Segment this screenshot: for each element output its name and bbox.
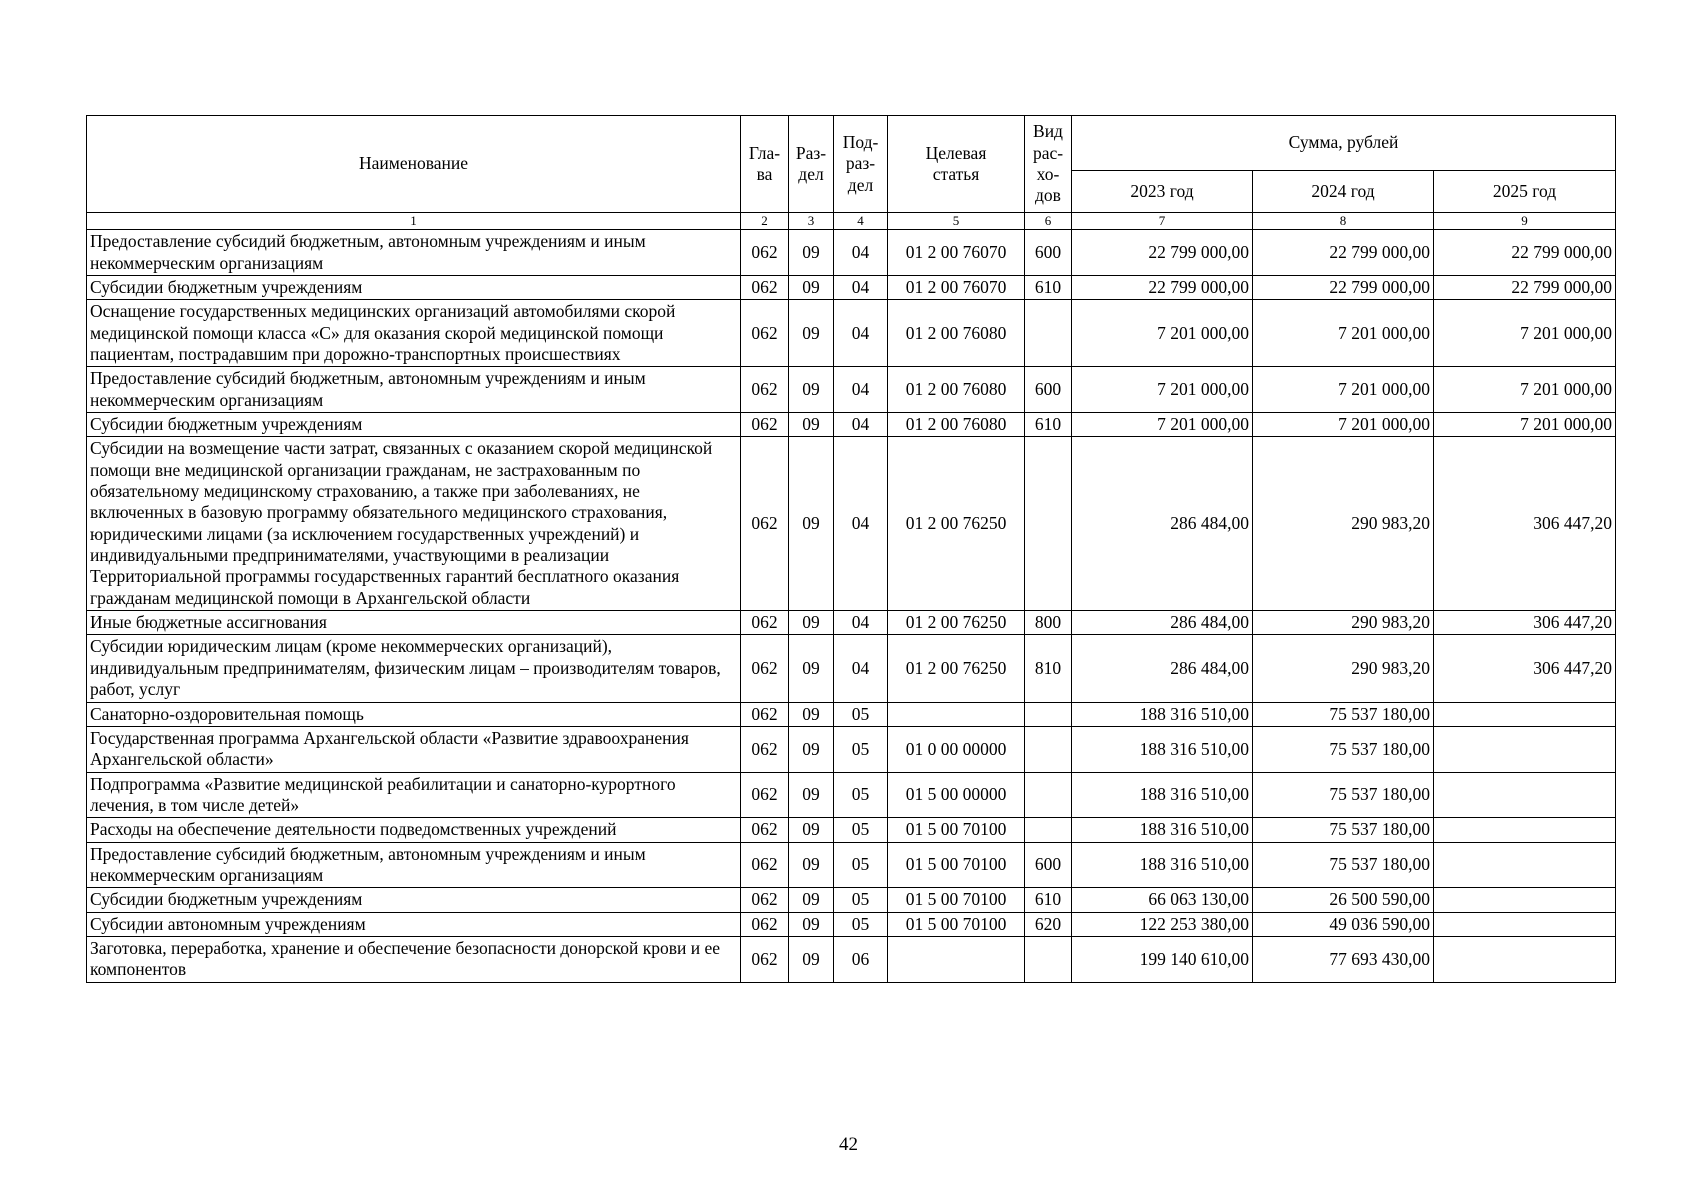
cell-amount-2024: 290 983,20 <box>1253 611 1434 635</box>
table-row <box>87 300 1616 367</box>
cell-amount-2025 <box>1434 818 1616 842</box>
cell-section: 09 <box>789 726 834 772</box>
cell-amount-2025: 22 799 000,00 <box>1434 275 1616 299</box>
cell-amount-2024: 26 500 590,00 <box>1253 888 1434 912</box>
cell-amount-2023: 7 201 000,00 <box>1072 413 1253 437</box>
cell-expense-type: 610 <box>1025 275 1072 299</box>
cell-chapter: 062 <box>741 726 789 772</box>
table-row <box>87 912 1616 936</box>
cell-name: Предоставление субсидий бюджетным, автономным учреждениям и иным некоммерческим организациям <box>87 230 741 276</box>
cell-amount-2025: 7 201 000,00 <box>1434 300 1616 367</box>
table-row <box>87 413 1616 437</box>
cell-expense-type: 800 <box>1025 611 1072 635</box>
cell-chapter: 062 <box>741 275 789 299</box>
header-year-2025: 2025 год <box>1434 171 1616 213</box>
cell-amount-2024: 75 537 180,00 <box>1253 842 1434 888</box>
cell-amount-2024: 290 983,20 <box>1253 437 1434 611</box>
cell-expense-type <box>1025 772 1072 818</box>
cell-target-article: 01 2 00 76070 <box>888 230 1025 276</box>
cell-name: Субсидии бюджетным учреждениям <box>87 275 741 299</box>
cell-chapter: 062 <box>741 936 789 982</box>
cell-section: 09 <box>789 888 834 912</box>
cell-expense-type: 610 <box>1025 413 1072 437</box>
cell-section: 09 <box>789 437 834 611</box>
table-row <box>87 772 1616 818</box>
header-year-2023: 2023 год <box>1072 171 1253 213</box>
header-expense-type <box>1025 116 1072 213</box>
cell-target-article: 01 2 00 76250 <box>888 437 1025 611</box>
cell-subsection: 05 <box>834 888 888 912</box>
cell-amount-2025 <box>1434 842 1616 888</box>
cell-expense-type <box>1025 702 1072 726</box>
cell-amount-2023: 286 484,00 <box>1072 437 1253 611</box>
cell-amount-2025: 22 799 000,00 <box>1434 230 1616 276</box>
cell-section: 09 <box>789 912 834 936</box>
cell-chapter: 062 <box>741 437 789 611</box>
cell-name: Подпрограмма «Развитие медицинской реабилитации и санаторно-курортного лечения, в том числе детей» <box>87 772 741 818</box>
cell-section: 09 <box>789 702 834 726</box>
cell-amount-2024: 22 799 000,00 <box>1253 275 1434 299</box>
cell-amount-2023: 199 140 610,00 <box>1072 936 1253 982</box>
cell-amount-2025: 7 201 000,00 <box>1434 367 1616 413</box>
cell-section: 09 <box>789 818 834 842</box>
cell-amount-2024: 75 537 180,00 <box>1253 702 1434 726</box>
cell-name: Субсидии бюджетным учреждениям <box>87 413 741 437</box>
cell-subsection: 04 <box>834 437 888 611</box>
cell-amount-2024: 75 537 180,00 <box>1253 726 1434 772</box>
table-row <box>87 818 1616 842</box>
cell-expense-type <box>1025 818 1072 842</box>
cell-amount-2024: 7 201 000,00 <box>1253 367 1434 413</box>
cell-name: Санаторно-оздоровительная помощь <box>87 702 741 726</box>
cell-target-article: 01 2 00 76070 <box>888 275 1025 299</box>
cell-expense-type: 610 <box>1025 888 1072 912</box>
cell-subsection: 05 <box>834 912 888 936</box>
cell-target-article <box>888 936 1025 982</box>
cell-amount-2023: 188 316 510,00 <box>1072 842 1253 888</box>
header-row <box>87 116 1616 171</box>
cell-expense-type: 600 <box>1025 230 1072 276</box>
cell-amount-2025: 306 447,20 <box>1434 437 1616 611</box>
table-row <box>87 726 1616 772</box>
cell-target-article: 01 5 00 70100 <box>888 818 1025 842</box>
cell-subsection: 05 <box>834 702 888 726</box>
cell-expense-type <box>1025 437 1072 611</box>
cell-target-article: 01 2 00 76080 <box>888 367 1025 413</box>
cell-section: 09 <box>789 635 834 702</box>
cell-subsection: 05 <box>834 772 888 818</box>
cell-expense-type: 600 <box>1025 367 1072 413</box>
cell-amount-2023: 188 316 510,00 <box>1072 702 1253 726</box>
cell-chapter: 062 <box>741 367 789 413</box>
column-number: 1 <box>87 213 741 230</box>
cell-amount-2023: 188 316 510,00 <box>1072 818 1253 842</box>
cell-amount-2025: 306 447,20 <box>1434 635 1616 702</box>
header-year-2024: 2024 год <box>1253 171 1434 213</box>
cell-chapter: 062 <box>741 842 789 888</box>
cell-amount-2023: 286 484,00 <box>1072 635 1253 702</box>
header-chapter-label: Гла- ва <box>748 142 781 184</box>
cell-subsection: 04 <box>834 635 888 702</box>
cell-name: Заготовка, переработка, хранение и обеспечение безопасности донорской крови и ее компонентов <box>87 936 741 982</box>
cell-name: Оснащение государственных медицинских организаций автомобилями скорой медицинской помощи класса «С» для оказания скорой медицинской помощи пациентам, пострадавшим при дорожно-транспортных происшествиях <box>87 300 741 367</box>
header-expense-type-label: Вид рас- хо- дов <box>1032 121 1064 206</box>
table-row <box>87 888 1616 912</box>
cell-chapter: 062 <box>741 818 789 842</box>
cell-target-article: 01 2 00 76080 <box>888 300 1025 367</box>
column-number: 9 <box>1434 213 1616 230</box>
cell-subsection: 04 <box>834 300 888 367</box>
cell-name: Субсидии автономным учреждениям <box>87 912 741 936</box>
cell-amount-2023: 286 484,00 <box>1072 611 1253 635</box>
cell-name: Предоставление субсидий бюджетным, автономным учреждениям и иным некоммерческим организациям <box>87 367 741 413</box>
cell-amount-2024: 49 036 590,00 <box>1253 912 1434 936</box>
cell-section: 09 <box>789 300 834 367</box>
cell-amount-2023: 122 253 380,00 <box>1072 912 1253 936</box>
table-row <box>87 635 1616 702</box>
column-number: 2 <box>741 213 789 230</box>
column-number: 6 <box>1025 213 1072 230</box>
cell-amount-2023: 7 201 000,00 <box>1072 300 1253 367</box>
cell-name: Предоставление субсидий бюджетным, автономным учреждениям и иным некоммерческим организациям <box>87 842 741 888</box>
cell-amount-2024: 75 537 180,00 <box>1253 772 1434 818</box>
cell-name: Государственная программа Архангельской области «Развитие здравоохранения Архангельской области» <box>87 726 741 772</box>
cell-chapter: 062 <box>741 772 789 818</box>
column-number: 8 <box>1253 213 1434 230</box>
header-section-label: Раз- дел <box>795 142 827 184</box>
cell-subsection: 05 <box>834 842 888 888</box>
cell-chapter: 062 <box>741 888 789 912</box>
cell-chapter: 062 <box>741 413 789 437</box>
cell-amount-2023: 22 799 000,00 <box>1072 230 1253 276</box>
column-number-row <box>87 213 1616 230</box>
cell-subsection: 05 <box>834 818 888 842</box>
table-row <box>87 275 1616 299</box>
table-row <box>87 936 1616 982</box>
cell-subsection: 06 <box>834 936 888 982</box>
cell-amount-2025 <box>1434 936 1616 982</box>
cell-amount-2024: 75 537 180,00 <box>1253 818 1434 842</box>
cell-section: 09 <box>789 842 834 888</box>
cell-amount-2024: 290 983,20 <box>1253 635 1434 702</box>
cell-section: 09 <box>789 230 834 276</box>
cell-expense-type: 620 <box>1025 912 1072 936</box>
cell-amount-2024: 7 201 000,00 <box>1253 413 1434 437</box>
cell-expense-type <box>1025 726 1072 772</box>
cell-chapter: 062 <box>741 912 789 936</box>
cell-chapter: 062 <box>741 702 789 726</box>
cell-amount-2025: 7 201 000,00 <box>1434 413 1616 437</box>
table-row <box>87 842 1616 888</box>
cell-subsection: 04 <box>834 230 888 276</box>
cell-expense-type: 600 <box>1025 842 1072 888</box>
column-number: 3 <box>789 213 834 230</box>
cell-amount-2024: 22 799 000,00 <box>1253 230 1434 276</box>
table-row <box>87 230 1616 276</box>
cell-amount-2023: 188 316 510,00 <box>1072 772 1253 818</box>
cell-subsection: 04 <box>834 367 888 413</box>
cell-section: 09 <box>789 936 834 982</box>
cell-name: Расходы на обеспечение деятельности подведомственных учреждений <box>87 818 741 842</box>
cell-amount-2023: 22 799 000,00 <box>1072 275 1253 299</box>
cell-name: Иные бюджетные ассигнования <box>87 611 741 635</box>
budget-table <box>86 115 1616 983</box>
cell-amount-2025: 306 447,20 <box>1434 611 1616 635</box>
cell-target-article: 01 2 00 76250 <box>888 611 1025 635</box>
cell-subsection: 04 <box>834 275 888 299</box>
page-number: 42 <box>839 1134 858 1155</box>
table-row <box>87 702 1616 726</box>
cell-name: Субсидии бюджетным учреждениям <box>87 888 741 912</box>
cell-target-article: 01 5 00 70100 <box>888 888 1025 912</box>
header-target-article <box>888 116 1025 213</box>
cell-subsection: 05 <box>834 726 888 772</box>
cell-section: 09 <box>789 611 834 635</box>
cell-section: 09 <box>789 275 834 299</box>
column-number: 5 <box>888 213 1025 230</box>
cell-name: Субсидии на возмещение части затрат, связанных с оказанием скорой медицинской помощи вне медицинской организации гражданам, не застрахованным по обязательному медицинскому страхованию, а также при заболеваниях, не включенных в базовую программу обязательного медицинского страхования, юридическими лицами (за исключением государственных учреждений) и индивидуальными предпринимателями, участвующими в реализации Территориальной программы государственных гарантий бесплатного оказания гражданам медицинской помощи в Архангельской области <box>87 437 741 611</box>
cell-amount-2023: 66 063 130,00 <box>1072 888 1253 912</box>
cell-amount-2025 <box>1434 888 1616 912</box>
cell-amount-2023: 7 201 000,00 <box>1072 367 1253 413</box>
cell-expense-type: 810 <box>1025 635 1072 702</box>
cell-target-article: 01 2 00 76080 <box>888 413 1025 437</box>
cell-amount-2023: 188 316 510,00 <box>1072 726 1253 772</box>
column-number: 4 <box>834 213 888 230</box>
cell-target-article: 01 5 00 70100 <box>888 912 1025 936</box>
cell-expense-type <box>1025 300 1072 367</box>
cell-section: 09 <box>789 367 834 413</box>
cell-amount-2024: 77 693 430,00 <box>1253 936 1434 982</box>
cell-subsection: 04 <box>834 413 888 437</box>
cell-expense-type <box>1025 936 1072 982</box>
header-chapter <box>741 116 789 213</box>
cell-amount-2025 <box>1434 772 1616 818</box>
header-subsection-label: Под- раз- дел <box>842 131 879 195</box>
cell-subsection: 04 <box>834 611 888 635</box>
cell-target-article <box>888 702 1025 726</box>
header-section <box>789 116 834 213</box>
table-row <box>87 611 1616 635</box>
cell-target-article: 01 5 00 00000 <box>888 772 1025 818</box>
cell-target-article: 01 0 00 00000 <box>888 726 1025 772</box>
column-number: 7 <box>1072 213 1253 230</box>
cell-target-article: 01 5 00 70100 <box>888 842 1025 888</box>
header-subsection <box>834 116 888 213</box>
header-amount: Сумма, рублей <box>1072 116 1616 171</box>
cell-chapter: 062 <box>741 635 789 702</box>
cell-section: 09 <box>789 772 834 818</box>
cell-amount-2024: 7 201 000,00 <box>1253 300 1434 367</box>
cell-chapter: 062 <box>741 230 789 276</box>
cell-amount-2025 <box>1434 726 1616 772</box>
cell-section: 09 <box>789 413 834 437</box>
cell-amount-2025 <box>1434 702 1616 726</box>
cell-chapter: 062 <box>741 300 789 367</box>
table-row <box>87 437 1616 611</box>
cell-amount-2025 <box>1434 912 1616 936</box>
cell-target-article: 01 2 00 76250 <box>888 635 1025 702</box>
cell-name: Субсидии юридическим лицам (кроме некоммерческих организаций), индивидуальным предпринимателям, физическим лицам – производителям товаров, работ, услуг <box>87 635 741 702</box>
header-name: Наименование <box>87 116 741 213</box>
table-row <box>87 367 1616 413</box>
cell-chapter: 062 <box>741 611 789 635</box>
header-target-article-label: Целевая статья <box>925 142 987 184</box>
